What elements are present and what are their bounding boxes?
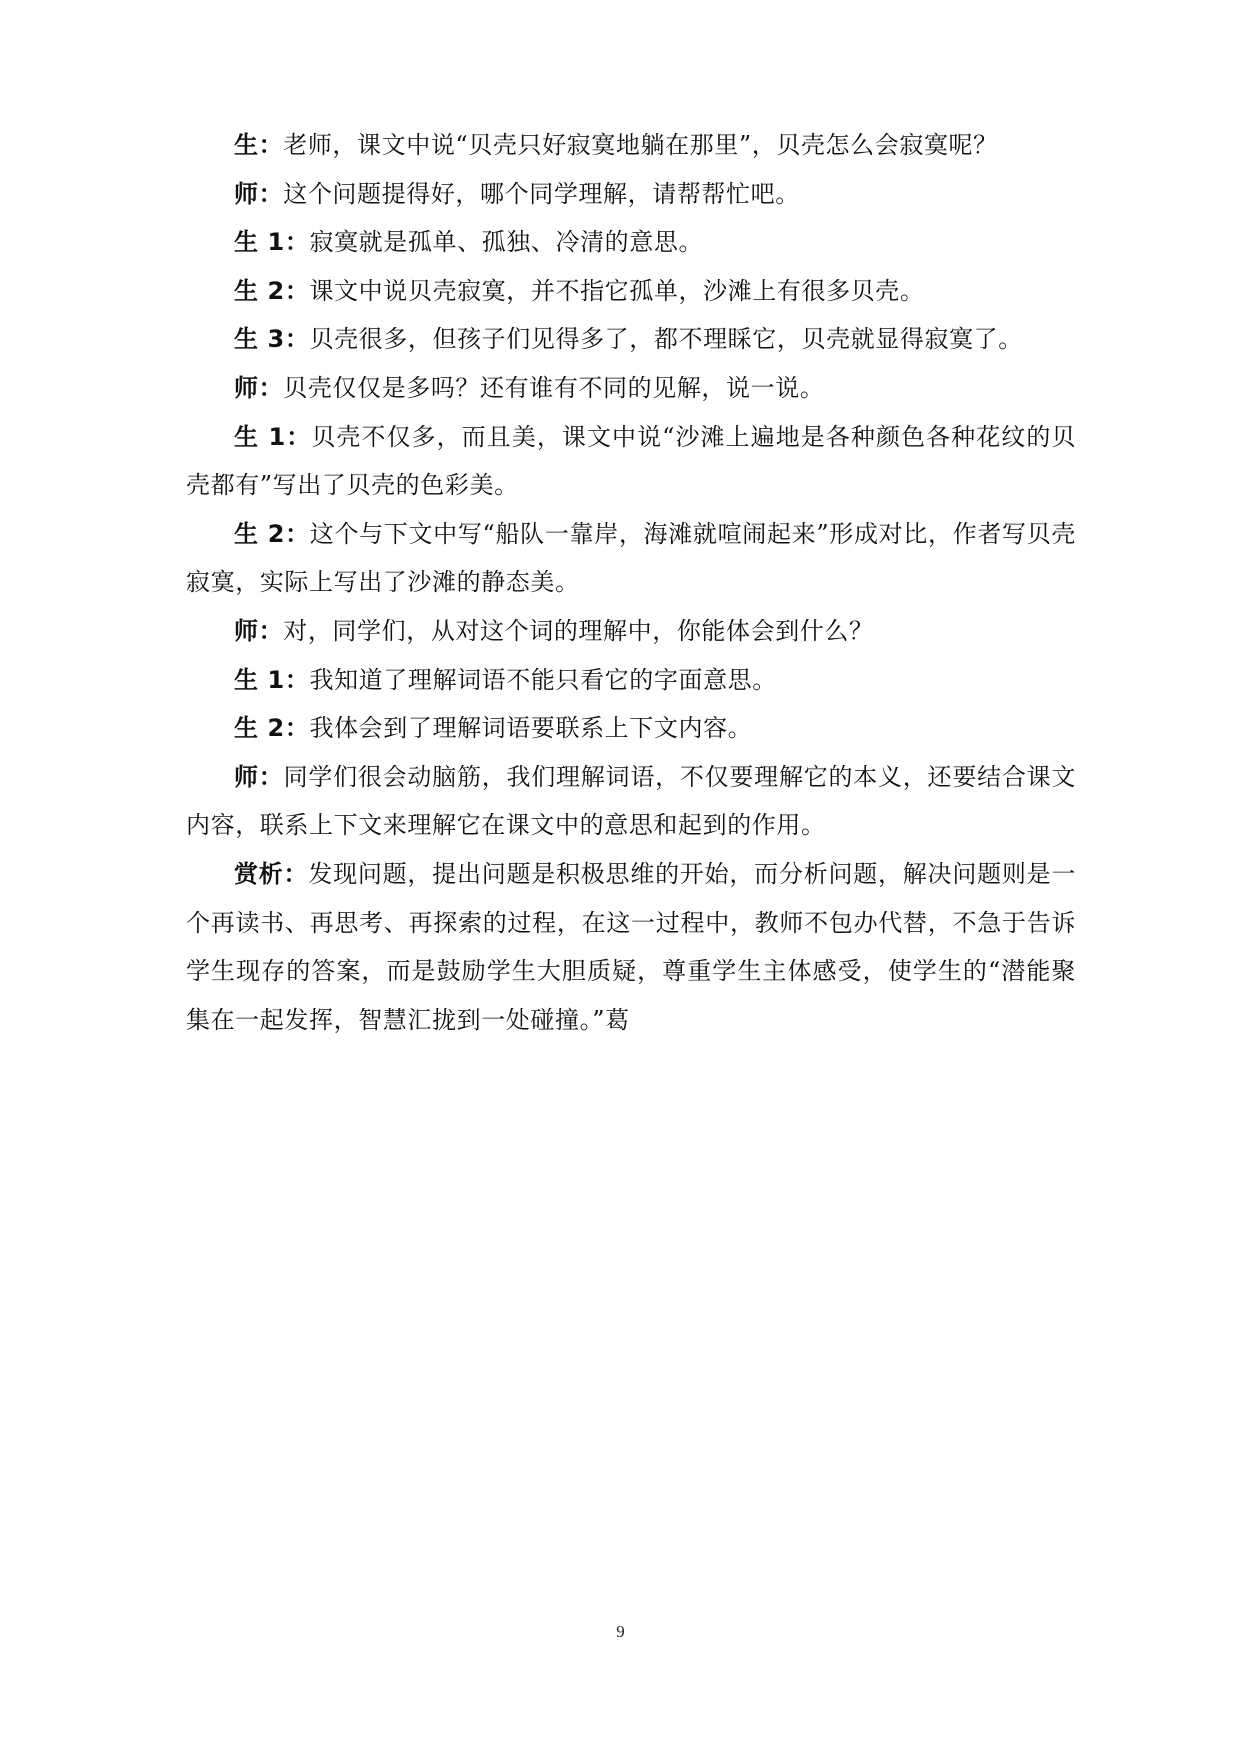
dialogue-body xyxy=(186,121,1076,1044)
dialogue-paragraph xyxy=(186,364,1076,413)
speaker-colon: ： xyxy=(284,276,310,305)
paragraph-text: 对，同学们，从对这个词的理解中，你能体会到什么？ xyxy=(283,616,874,645)
speaker-label: 师 xyxy=(234,373,259,402)
paragraph-text: 这个问题提得好，哪个同学理解，请帮帮忙吧。 xyxy=(283,179,800,208)
dialogue-paragraph xyxy=(186,656,1076,705)
commentary-paragraph xyxy=(186,850,1076,1044)
speaker-label: 生 3 xyxy=(234,325,285,354)
dialogue-paragraph xyxy=(186,413,1076,510)
speaker-colon: ： xyxy=(283,859,309,888)
speaker-label: 生 1 xyxy=(234,665,285,694)
paragraph-text: 老师，课文中说“贝壳只好寂寞地躺在那里”，贝壳怎么会寂寞呢？ xyxy=(283,131,998,159)
speaker-colon: ： xyxy=(258,373,284,402)
speaker-label: 师 xyxy=(234,616,259,645)
speaker-label: 师 xyxy=(234,762,259,791)
paragraph-text: 贝壳很多，但孩子们见得多了，都不理睬它，贝壳就显得寂寞了。 xyxy=(309,325,1023,354)
speaker-colon: ： xyxy=(284,665,310,694)
dialogue-paragraph xyxy=(186,218,1076,267)
speaker-label: 生 1 xyxy=(234,422,286,451)
speaker-colon: ： xyxy=(285,519,310,548)
speaker-colon: ： xyxy=(258,179,284,208)
speaker-colon: ： xyxy=(284,228,310,257)
dialogue-paragraph xyxy=(186,170,1076,219)
commentary-label: 赏析 xyxy=(234,859,284,888)
speaker-label: 生 2 xyxy=(234,519,286,548)
paragraph-text: 贝壳不仅多，而且美，课文中说“沙滩上遍地是各种颜色各种花纹的贝壳都有”写出了贝壳的色彩美。 xyxy=(186,422,1076,500)
paragraph-text: 我体会到了理解词语要联系上下文内容。 xyxy=(309,714,753,743)
speaker-colon: ： xyxy=(258,762,284,791)
speaker-label: 生 2 xyxy=(234,276,285,305)
paragraph-text: 贝壳仅仅是多吗？还有谁有不同的见解，说一说。 xyxy=(283,373,825,402)
paragraph-text: 我知道了理解词语不能只看它的字面意思。 xyxy=(309,665,777,694)
paragraph-text: 发现问题，提出问题是积极思维的开始，而分析问题，解决问题则是一个再读书、再思考、再探索的过程，在这一过程中，教师不包办代替，不急于告诉学生现存的答案，而是鼓励学生大胆质疑，尊重学生主体感受，使学生的“潜能聚集在一起发挥，智慧汇拢到一处碰撞。”葛 xyxy=(186,859,1076,1034)
speaker-colon: ： xyxy=(285,422,312,451)
paragraph-text: 寂寞就是孤单、孤独、冷清的意思。 xyxy=(309,228,704,257)
dialogue-paragraph xyxy=(186,753,1076,850)
speaker-colon: ： xyxy=(258,616,284,645)
dialogue-paragraph xyxy=(186,267,1076,316)
paragraph-text: 同学们很会动脑筋，我们理解词语，不仅要理解它的本义，还要结合课文内容，联系上下文来理解它在课文中的意思和起到的作用。 xyxy=(186,762,1076,840)
page-number: 9 xyxy=(616,1622,625,1641)
speaker-colon: ： xyxy=(284,714,310,743)
dialogue-paragraph xyxy=(186,121,1076,170)
speaker-colon: ： xyxy=(258,131,284,159)
dialogue-paragraph xyxy=(186,510,1076,607)
speaker-label: 师 xyxy=(234,179,259,208)
paragraph-text: 这个与下文中写“船队一靠岸，海滩就喧闹起来”形成对比，作者写贝壳寂寞，实际上写出了沙滩的静态美。 xyxy=(186,519,1076,597)
paragraph-text: 课文中说贝壳寂寞，并不指它孤单，沙滩上有很多贝壳。 xyxy=(309,276,925,305)
speaker-label: 生 2 xyxy=(234,714,285,743)
speaker-colon: ： xyxy=(284,325,310,354)
dialogue-paragraph xyxy=(186,315,1076,364)
dialogue-paragraph xyxy=(186,704,1076,753)
speaker-label: 生 1 xyxy=(234,228,285,257)
dialogue-paragraph xyxy=(186,607,1076,656)
speaker-label: 生 xyxy=(234,131,259,159)
